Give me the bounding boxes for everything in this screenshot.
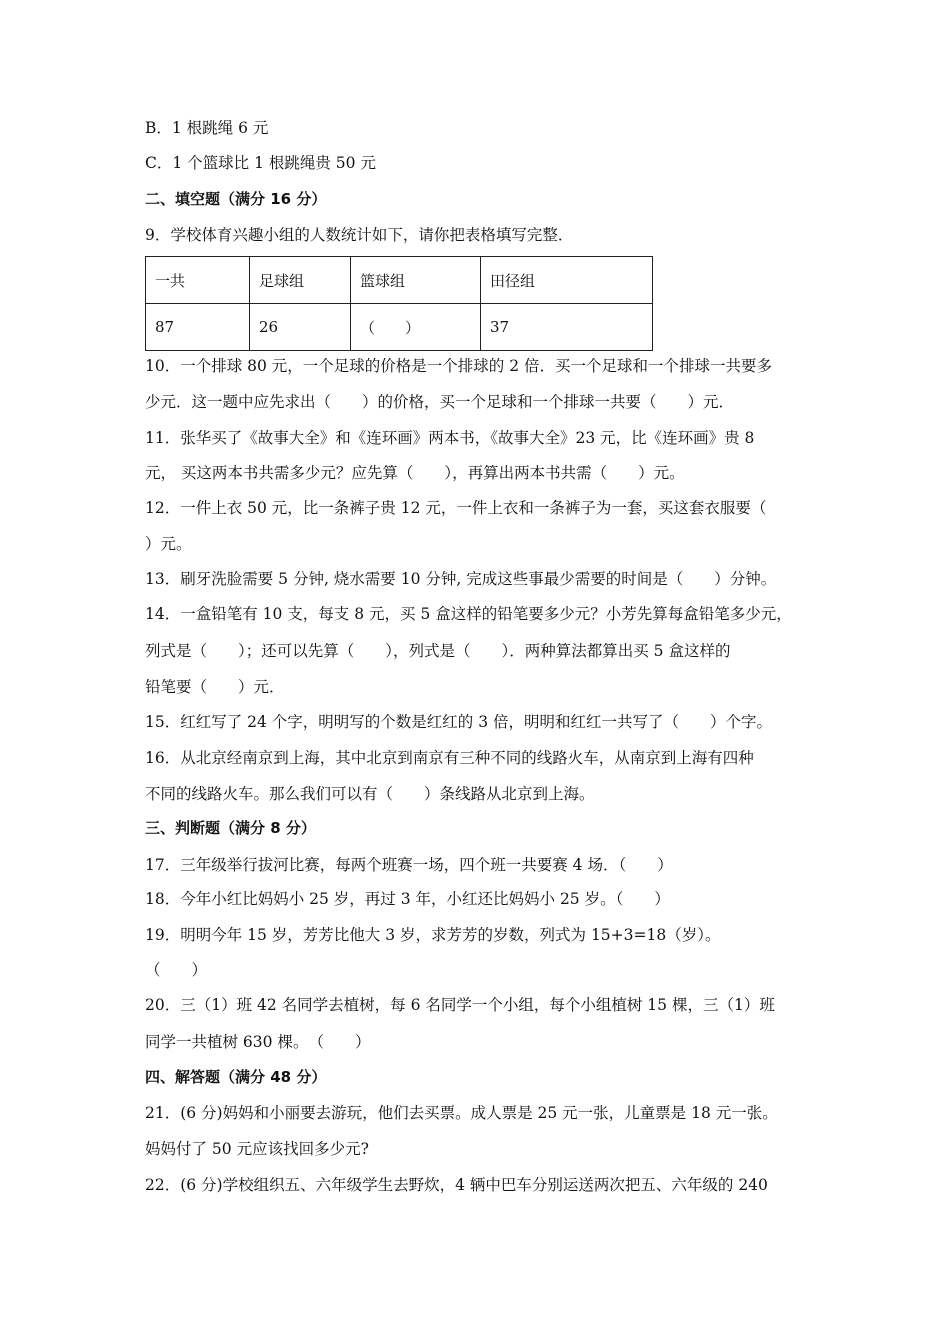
table-header-cell: 田径组 <box>481 257 653 304</box>
question-22: 22．(6 分)学校组织五、六年级学生去野炊，4 辆中巴车分别运送两次把五、六年级的 240 <box>145 1176 768 1194</box>
question-21-line-1: 21．(6 分)妈妈和小丽要去游玩，他们去买票。成人票是 25 元一张，儿童票是 18 元一张。 <box>145 1104 778 1122</box>
section-heading-true-false: 三、判断题（满分 8 分） <box>145 819 316 837</box>
question-12-line-1: 12．一件上衣 50 元，比一条裤子贵 12 元，一件上衣和一条裤子为一套，买这套衣服要（ <box>145 499 767 517</box>
question-15: 15．红红写了 24 个字，明明写的个数是红红的 3 倍，明明和红红一共写了（ ）个字。 <box>145 713 773 731</box>
section-heading-answer: 四、解答题（满分 48 分） <box>145 1068 327 1086</box>
table-header-cell: 篮球组 <box>351 257 481 304</box>
option-c: C．1 个篮球比 1 根跳绳贵 50 元 <box>145 154 376 172</box>
question-16-line-2: 不同的线路火车。那么我们可以有（ ）条线路从北京到上海。 <box>145 785 595 803</box>
question-17: 17．三年级举行拔河比赛，每两个班赛一场，四个班一共要赛 4 场．（ ） <box>145 856 673 874</box>
table-cell: 37 <box>481 304 653 351</box>
question-11-line-1: 11．张华买了《故事大全》和《连环画》两本书，《故事大全》23 元，比《连环画》贵 8 <box>145 429 755 447</box>
question-20-line-1: 20．三（1）班 42 名同学去植树，每 6 名同学一个小组，每个小组植树 15 棵，三（1）班 <box>145 996 775 1014</box>
question-14-line-3: 铅笔要（ ）元． <box>145 678 285 696</box>
table-header-cell: 一共 <box>146 257 250 304</box>
table-cell: 26 <box>250 304 351 351</box>
question-18: 18．今年小红比妈妈小 25 岁，再过 3 年，小红还比妈妈小 25 岁。（ ） <box>145 890 670 908</box>
question-9: 9．学校体育兴趣小组的人数统计如下，请你把表格填写完整． <box>145 226 574 244</box>
question-14-line-1: 14．一盒铅笔有 10 支，每支 8 元，买 5 盒这样的铅笔要多少元？小芳先算每盒铅笔多少元， <box>145 605 792 623</box>
question-14-line-2: 列式是（ ）；还可以先算（ ），列式是（ ）．两种算法都算出买 5 盒这样的 <box>145 642 731 660</box>
table-header-cell: 足球组 <box>250 257 351 304</box>
table-header-row <box>146 257 653 304</box>
option-b: B．1 根跳绳 6 元 <box>145 119 269 137</box>
question-20-line-2: 同学一共植树 630 棵。 （ ） <box>145 1033 371 1051</box>
sports-group-table <box>145 256 653 351</box>
table-row <box>146 304 653 351</box>
question-12-line-2: ）元。 <box>145 535 192 553</box>
table-cell-blank: （ ） <box>351 304 481 351</box>
question-19-line-1: 19．明明今年 15 岁，芳芳比他大 3 岁，求芳芳的岁数，列式为 15+3=18（岁）。 <box>145 926 721 944</box>
question-21-line-2: 妈妈付了 50 元应该找回多少元? <box>145 1140 369 1158</box>
question-11-line-2: 元， 买这两本书共需多少元？应先算（ ），再算出两本书共需（ ）元。 <box>145 464 685 482</box>
question-13: 13．刷牙洗脸需要 5 分钟, 烧水需要 10 分钟, 完成这些事最少需要的时间是（ ）分钟。 <box>145 570 777 588</box>
table-cell: 87 <box>146 304 250 351</box>
section-heading-fill-in: 二、填空题（满分 16 分） <box>145 190 327 208</box>
question-10-line-2: 少元．这一题中应先求出（ ）的价格，买一个足球和一个排球一共要（ ）元． <box>145 393 735 411</box>
question-16-line-1: 16．从北京经南京到上海，其中北京到南京有三种不同的线路火车，从南京到上海有四种 <box>145 749 754 767</box>
question-10-line-1: 10．一个排球 80 元，一个足球的价格是一个排球的 2 倍．买一个足球和一个排球一共要多 <box>145 357 773 375</box>
question-19-line-2: （ ） <box>145 961 208 979</box>
